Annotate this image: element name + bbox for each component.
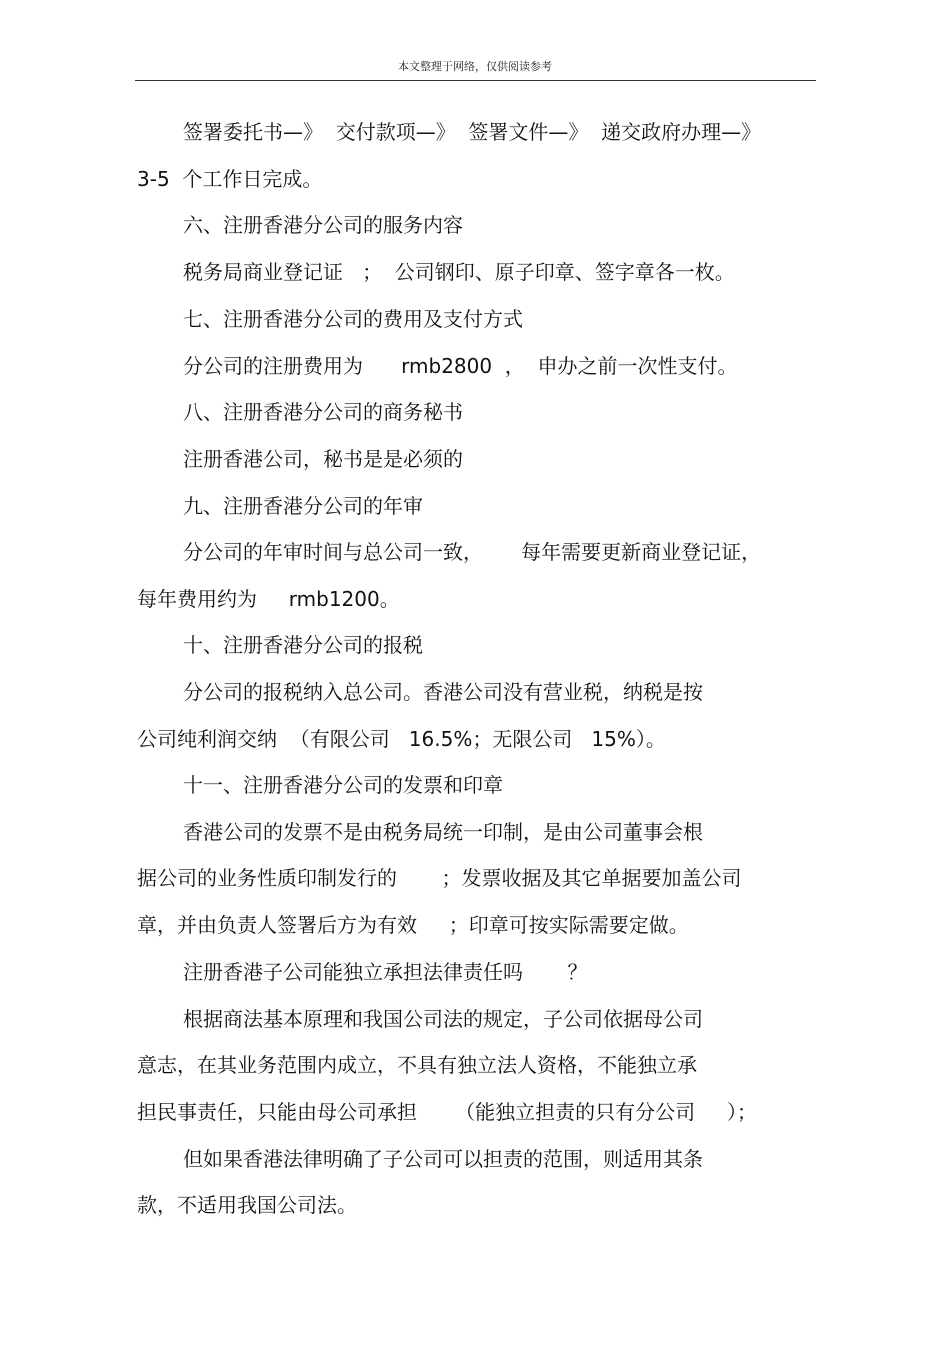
section-heading: 十一、注册香港分公司的发票和印章 (183, 773, 503, 797)
body-line: 香港公司的发票不是由税务局统一印制，是由公司董事会根 (183, 820, 703, 844)
body-line: 分公司的报税纳入总公司。香港公司没有营业税，纳税是按 (183, 680, 703, 704)
body-line: 3-5 个工作日完成。 (137, 167, 323, 191)
body-line: 分公司的注册费用为 rmb2800 ， 申办之前一次性支付。 (183, 354, 738, 378)
body-line: 担民事责任，只能由母公司承担 （能独立担责的只有分公司 ）； (137, 1100, 757, 1124)
body-line: 税务局商业登记证 ； 公司钢印、原子印章、签字章各一枚。 (183, 260, 735, 284)
body-line: 款，不适用我国公司法。 (137, 1193, 357, 1217)
body-line: 根据商法基本原理和我国公司法的规定，子公司依据母公司 (183, 1007, 703, 1031)
body-line: 公司纯利润交纳 （有限公司 16.5%；无限公司 15%）。 (137, 727, 666, 751)
section-heading: 十、注册香港分公司的报税 (183, 633, 423, 657)
section-heading: 九、注册香港分公司的年审 (183, 494, 423, 518)
section-heading: 八、注册香港分公司的商务秘书 (183, 400, 463, 424)
section-heading: 七、注册香港分公司的费用及支付方式 (183, 307, 523, 331)
body-line: 但如果香港法律明确了子公司可以担责的范围，则适用其条 (183, 1147, 703, 1171)
section-heading: 六、注册香港分公司的服务内容 (183, 213, 463, 237)
header-divider (135, 80, 816, 81)
body-line: 注册香港公司，秘书是是必须的 (183, 447, 463, 471)
body-line: 据公司的业务性质印制发行的 ；发票收据及其它单据要加盖公司 (137, 866, 742, 890)
body-line: 签署委托书—》 交付款项—》 签署文件—》 递交政府办理—》 (183, 120, 762, 144)
section-heading: 注册香港子公司能独立承担法律责任吗 ？ (183, 960, 588, 984)
body-line: 每年费用约为 rmb1200。 (137, 587, 400, 611)
body-line: 意志，在其业务范围内成立，不具有独立法人资格，不能独立承 (137, 1053, 697, 1077)
body-line: 章，并由负责人签署后方为有效 ；印章可按实际需要定做。 (137, 913, 689, 937)
page-header: 本文整理于网络，仅供阅读参考 (398, 60, 552, 73)
body-line: 分公司的年审时间与总公司一致， 每年需要更新商业登记证， (183, 540, 762, 564)
